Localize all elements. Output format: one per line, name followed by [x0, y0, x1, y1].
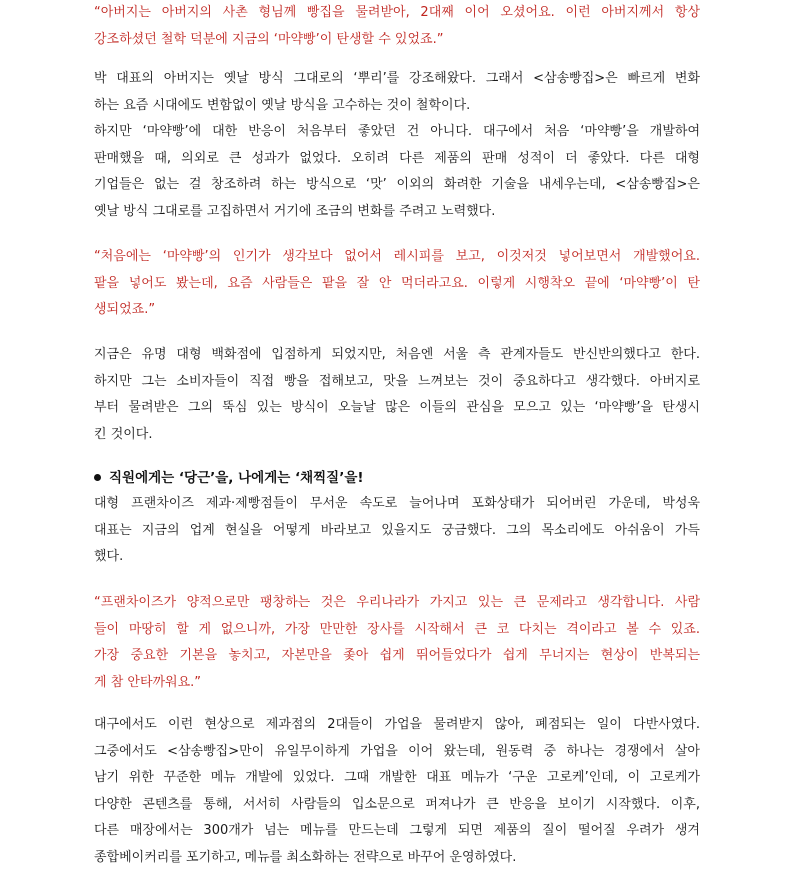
- text-line: 하지만 ‘마약빵’에 대한 반응이 처음부터 좋았던 건 아니다. 대구에서 처음 ‘마약빵’을 개발하여: [94, 124, 700, 139]
- text-line: 하는 요즘 시대에도 변함없이 옛날 방식을 고수하는 것이 철학이다.: [94, 97, 471, 113]
- text-line: “프랜차이즈가 양적으로만 팽창하는 것은 우리나라가 가지고 있는 큰 문제라고 생각합니다. 사람: [94, 595, 700, 610]
- text-line: 다양한 콘텐츠를 통해, 서서히 사람들의 입소문으로 퍼져나가 큰 반응을 보이기 시작했다. 이후,: [94, 796, 700, 812]
- text-line: 박 대표의 아버지는 옛날 방식 그대로의 ‘뿌리’를 강조해왔다. 그래서 <삼송빵집>은 빠르게 변화: [94, 71, 700, 86]
- text-line: “처음에는 ‘마약빵’의 인기가 생각보다 없어서 레시피를 보고, 이것저것 넣어보면서 개발했어요.: [94, 249, 700, 264]
- text-line: 강조하셨던 철학 덕분에 지금의 ‘마약빵’이 탄생할 수 있었죠.”: [94, 31, 444, 47]
- text-line: 게 참 안타까워요.”: [94, 674, 202, 690]
- body-paragraph: [94, 712, 700, 871]
- body-paragraph: [94, 66, 700, 225]
- section-heading: [94, 466, 364, 490]
- bullet-icon: [94, 474, 101, 481]
- text-line: 옛날 방식 그대로를 고집하면서 거기에 조금의 변화를 주려고 노력했다.: [94, 203, 496, 219]
- text-line: 팥을 넣어도 봤는데, 요즘 사람들은 팥을 잘 안 먹더라고요. 이렇게 시행착오 끝에 ‘마약빵’이 탄: [94, 275, 700, 291]
- quote-paragraph: [94, 590, 700, 696]
- text-line: 했다.: [94, 549, 124, 564]
- text-line: 기업들은 없는 걸 창조하려 하는 방식으로 ‘맛’ 이외의 화려한 기술을 내세우는데, <삼송빵집>은: [94, 177, 700, 192]
- body-paragraph: [94, 491, 700, 571]
- text-line: 대형 프랜차이즈 제과·제빵점들이 무서운 속도로 늘어나며 포화상태가 되어버린 가운데, 박성욱: [94, 496, 700, 511]
- text-line: 대구에서도 이런 현상으로 제과점의 2대들이 가업을 물려받지 않아, 폐점되는 일이 다반사였다.: [94, 717, 700, 732]
- quote-paragraph: [94, 0, 700, 53]
- quote-paragraph: [94, 244, 700, 324]
- text-line: 판매했을 때, 의외로 큰 성과가 없었다. 오히려 다른 제품의 판매 성적이 더 좋았다. 다른 대형: [94, 150, 700, 166]
- text-line: 부터 물려받은 그의 뚝심 있는 방식이 오늘날 많은 이들의 관심을 모으고 있는 ‘마약빵’을 탄생시: [94, 400, 700, 415]
- text-line: 지금은 유명 대형 백화점에 입점하게 되었지만, 처음엔 서울 측 관계자들도 반신반의했다고 한다.: [94, 347, 700, 362]
- text-line: 가장 중요한 기본을 놓치고, 자본만을 좇아 쉽게 뛰어들었다가 쉽게 무너지는 현상이 반복되는: [94, 648, 700, 663]
- text-line: “아버지는 아버지의 사촌 형님께 빵집을 물려받아, 2대째 이어 오셨어요. 이런 아버지께서 항상: [94, 5, 700, 20]
- text-line: 다른 매장에서는 300개가 넘는 메뉴를 만드는데 그렇게 되면 제품의 질이 떨어질 우려가 생겨: [94, 823, 700, 838]
- text-line: 대표는 지금의 업계 현실을 어떻게 바라보고 있을지도 궁금했다. 그의 목소리에도 아쉬움이 가득: [94, 522, 700, 538]
- text-line: 킨 것이다.: [94, 426, 153, 442]
- text-line: 그중에서도 <삼송빵집>만이 유일무이하게 가업을 이어 왔는데, 원동력 중 하나는 경쟁에서 살아: [94, 743, 700, 759]
- text-line: 종합베이커리를 포기하고, 메뉴를 최소화하는 전략으로 바꾸어 운영하였다.: [94, 849, 517, 865]
- text-line: 남기 위한 꾸준한 메뉴 개발에 있었다. 그때 개발한 대표 메뉴가 ‘구운 고로케’인데, 이 고로케가: [94, 770, 700, 785]
- text-line: 생되었죠.”: [94, 302, 156, 317]
- text-line: 들이 마땅히 할 게 없으니까, 가장 만만한 장사를 시작해서 큰 코 다치는 격이라고 볼 수 있죠.: [94, 621, 700, 637]
- body-paragraph: [94, 342, 700, 448]
- section-heading-text: 직원에게는 ‘당근’을, 나에게는 ‘채찍질’을!: [109, 470, 364, 486]
- text-line: 하지만 그는 소비자들이 직접 빵을 접해보고, 맛을 느껴보는 것이 중요하다고 생각했다. 아버지로: [94, 373, 700, 389]
